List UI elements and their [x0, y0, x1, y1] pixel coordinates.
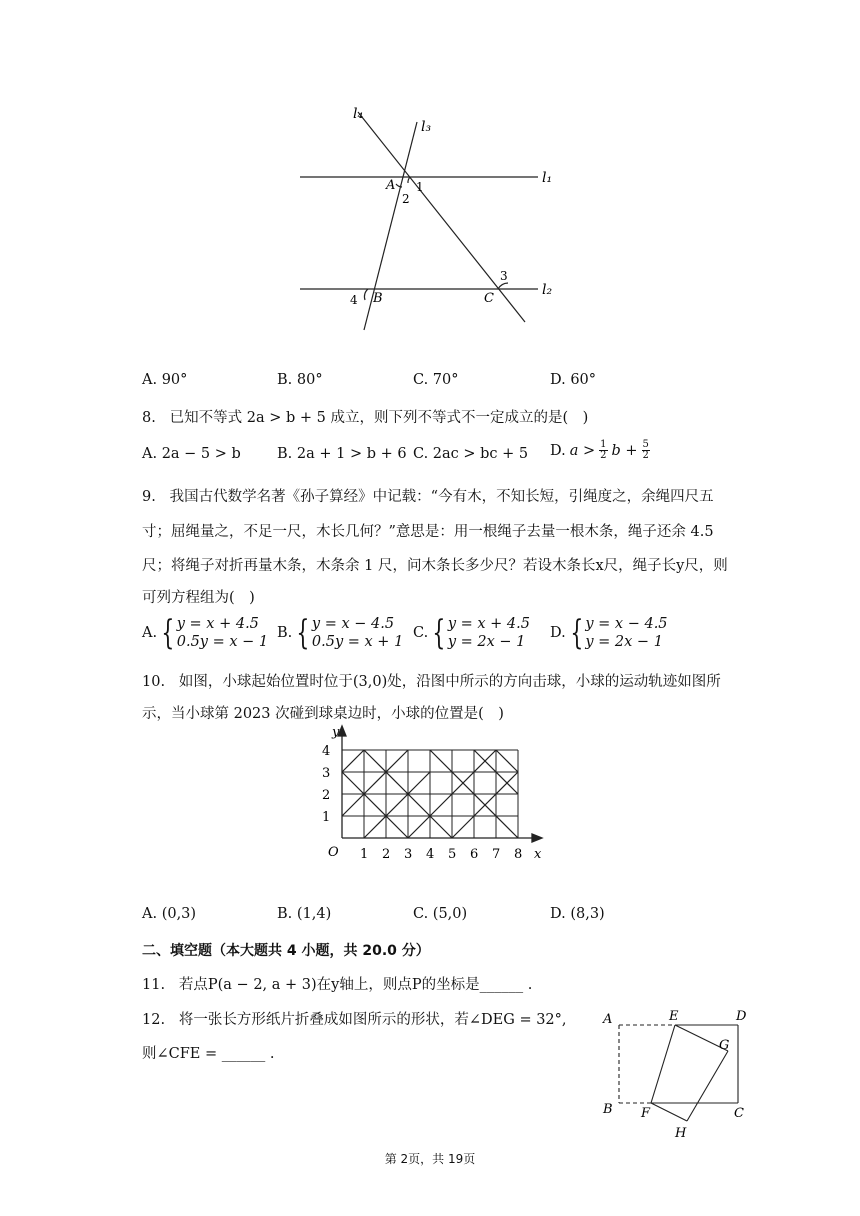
q12-text: 将一张长方形纸片折叠成如图所示的形状，若∠DEG = 32°, — [178, 1012, 567, 1028]
page-footer: 第 2页，共 19页 — [384, 1152, 476, 1166]
x-tick-label: 5 — [448, 847, 457, 862]
q11-number: 11. — [142, 977, 166, 993]
y-axis-label: y — [332, 725, 340, 740]
origin-label: O — [328, 845, 339, 860]
q12-line-1 — [142, 1008, 567, 1029]
q8-stem — [142, 406, 588, 427]
q9-line-1: 9. 我国古代数学名著《孙子算经》中记载：“今有木，不知长短，引绳度之，余绳四尺五 — [142, 489, 714, 505]
label-D: D — [736, 1009, 747, 1024]
q8-text: 已知不等式 2a > b + 5 成立，则下列不等式不一定成立的是( ) — [169, 410, 589, 426]
q10-option-b: B. (1,4) — [277, 906, 332, 922]
y-tick-label: 1 — [322, 810, 331, 825]
label-B: B — [373, 291, 383, 306]
q9-line-4: 可列方程组为( ) — [142, 590, 255, 606]
label-E: E — [669, 1009, 679, 1024]
q9-line-2: 寸；屈绳量之，不足一尺，木长几何？”意思是：用一根绳子去量一根木条，绳子还余 4.5 — [142, 524, 714, 540]
q9-option-b: B. { y = x − 4.5 0.5y = x + 1 — [277, 613, 404, 653]
x-axis-label: x — [534, 847, 542, 862]
q11 — [142, 973, 532, 994]
x-tick-label: 7 — [492, 847, 501, 862]
section-fill-in-heading: 二、填空题（本大题共 4 小题，共 20.0 分） — [142, 943, 430, 959]
q8-option-c: C. 2ac > bc + 5 — [413, 446, 529, 462]
q12-number: 12. — [142, 1012, 166, 1028]
label-C: C — [484, 291, 494, 306]
q7-option-d: D. 60° — [550, 372, 597, 388]
q10-option-a: A. (0,3) — [142, 906, 197, 922]
label-G: G — [719, 1038, 730, 1053]
q8-option-d-label: D. — [550, 442, 566, 459]
q9-option-d: D. { y = x − 4.5 y = 2x − 1 — [550, 613, 668, 653]
q7-option-b: B. 80° — [277, 372, 323, 388]
ball-trajectory-segment — [342, 772, 408, 838]
q8-d-mid: b + — [611, 442, 638, 459]
q8-d-prefix: a > — [569, 442, 596, 459]
label-4: 4 — [350, 293, 358, 307]
label-A: A — [386, 178, 396, 193]
q8-d-fraction-1: $\frac{1}{2}$ — [600, 439, 607, 461]
x-axis-arrow — [532, 834, 542, 842]
label-3: 3 — [500, 269, 508, 283]
q11-text: 若点P(a − 2, a + 3)在y轴上，则点P的坐标是______ . — [178, 977, 533, 993]
q9-number: 9. — [142, 489, 156, 505]
q10-option-c: C. (5,0) — [413, 906, 468, 922]
q8-d-fraction-2: $\frac{5}{2}$ — [642, 439, 649, 461]
label-l4: l₄ — [353, 106, 364, 122]
x-tick-label: 1 — [360, 847, 369, 862]
x-tick-label: 8 — [514, 847, 523, 862]
x-tick-label: 3 — [404, 847, 413, 862]
label-l3: l₃ — [421, 119, 432, 135]
ball-trajectory-segment — [496, 750, 518, 772]
x-tick-label: 6 — [470, 847, 479, 862]
grid-diagonal-line — [342, 750, 408, 816]
q9-option-a: A. { y = x + 4.5 0.5y = x − 1 — [142, 613, 269, 653]
label-1: 1 — [416, 180, 424, 194]
x-tick-label: 2 — [382, 847, 391, 862]
label-2: 2 — [402, 192, 410, 206]
billiard-grid-figure — [310, 722, 550, 870]
y-tick-label: 4 — [322, 744, 331, 759]
label-l2: l₂ — [542, 282, 553, 298]
label-l1: l₁ — [542, 170, 553, 186]
label-F: F — [641, 1106, 651, 1121]
q8-option-d — [550, 440, 650, 461]
q10-option-d: D. (8,3) — [550, 906, 605, 922]
y-tick-label: 3 — [322, 766, 331, 781]
q8-option-b: B. 2a + 1 > b + 6 — [277, 446, 407, 462]
q10-line-1: 10. 如图，小球起始位置时位于(3,0)处，沿图中所示的方向击球，小球的运动轨迹如图所 — [142, 674, 721, 690]
ball-trajectory-segment — [342, 750, 364, 772]
q10-number: 10. — [142, 674, 166, 690]
q9-line-3: 尺；将绳子对折再量木条，木条余 1 尺，问木条长多少尺？若设木条长x尺，绳子长y尺，则 — [142, 558, 728, 574]
q12-line-2: 则∠CFE = ______ . — [142, 1046, 275, 1062]
q8-number: 8. — [142, 410, 156, 426]
line-l4 — [358, 112, 525, 322]
q7-option-a: A. 90° — [142, 372, 188, 388]
label-A: A — [603, 1012, 613, 1027]
q9-option-c: C. { y = x + 4.5 y = 2x − 1 — [413, 613, 530, 653]
x-tick-label: 4 — [426, 847, 435, 862]
label-B: B — [603, 1102, 613, 1117]
parallel-lines-figure — [290, 100, 580, 340]
label-C: C — [734, 1106, 744, 1121]
y-tick-label: 2 — [322, 788, 331, 803]
grid-diagonal-line — [364, 772, 430, 838]
label-H: H — [675, 1126, 687, 1141]
q8-option-a: A. 2a − 5 > b — [142, 446, 241, 462]
q7-option-c: C. 70° — [413, 372, 459, 388]
q10-line-2: 示，当小球第 2023 次碰到球桌边时，小球的位置是( ) — [142, 706, 504, 722]
folded-paper-figure — [595, 1005, 765, 1145]
